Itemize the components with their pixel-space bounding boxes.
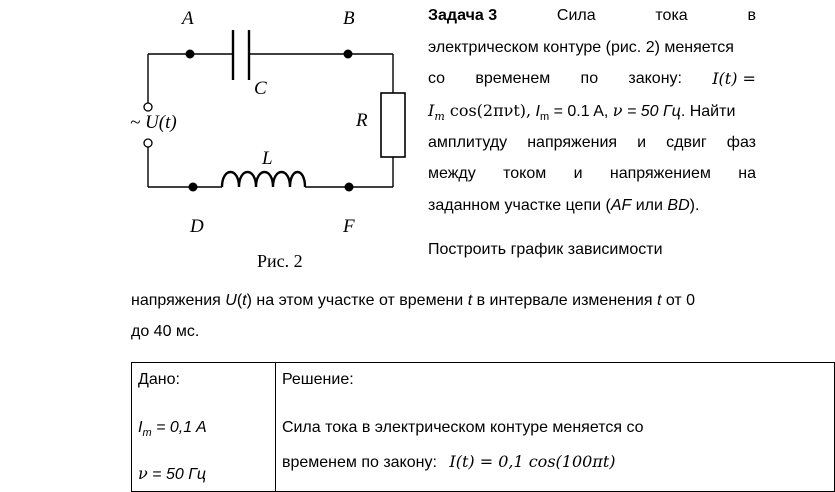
solution-cell (275, 363, 834, 492)
given-header: Дано: (138, 371, 180, 388)
task-line-4: $I_m$ cos(2πνt), $I_m = 0.1$ A, ν = 50 Гц. Найти (428, 101, 736, 124)
given-solution-table (131, 362, 835, 492)
circuit-diagram (0, 0, 420, 280)
solution-line-1: Сила тока в электрическом контуре меняется со (281, 419, 644, 436)
task-title: Задача 3 (428, 7, 498, 24)
label-l: L (262, 148, 273, 169)
label-r: R (356, 110, 368, 131)
task-line-6: между током и напряжением на (428, 165, 756, 183)
node-d (189, 183, 198, 192)
resistor (381, 93, 405, 157)
task-line-7: заданном участке цепи (AF или BD). (428, 197, 700, 215)
terminal-top (144, 103, 152, 111)
task-line-2: электрическом контуре (рис. 2) меняется (428, 38, 734, 56)
node-f (345, 183, 354, 192)
node-b (344, 50, 353, 59)
label-b: B (343, 8, 355, 29)
task-line-10: до 40 мс. (131, 323, 200, 340)
label-c: C (254, 78, 267, 99)
figure-caption: Рис. 2 (257, 251, 303, 271)
task-line-1: Задача 3 Сила тока в (428, 0, 756, 32)
formula-current: I(t) = (712, 69, 756, 89)
task-line-5: амплитуду напряжения и сдвиг фаз (428, 133, 756, 151)
task-line-8: Построить график зависимости (428, 240, 663, 258)
task-text (428, 0, 756, 266)
task-line-9: напряжения U(t) на этом участке от времени t в интервале изменения t от 0 (131, 292, 696, 309)
given-cell (132, 363, 276, 492)
given-nu: ν = 50 Гц (138, 464, 207, 483)
solution-formula: I(t) = 0,1 cos(100πt) (449, 452, 616, 471)
terminal-bottom (144, 139, 152, 147)
node-a (186, 50, 195, 59)
given-im: $I_m = 0,1$ A (138, 419, 207, 440)
solution-line-2: временем по закону: I(t) = 0,1 cos(100πt) (281, 452, 616, 471)
inductor-coil (222, 172, 305, 187)
label-f: F (343, 216, 355, 237)
solution-header: Решение: (281, 371, 354, 388)
label-source: ~ U(t) (130, 112, 177, 133)
label-d: D (190, 216, 204, 237)
label-a: A (182, 8, 194, 29)
task-line-3: со временем по закону: I(t) = (428, 63, 756, 95)
